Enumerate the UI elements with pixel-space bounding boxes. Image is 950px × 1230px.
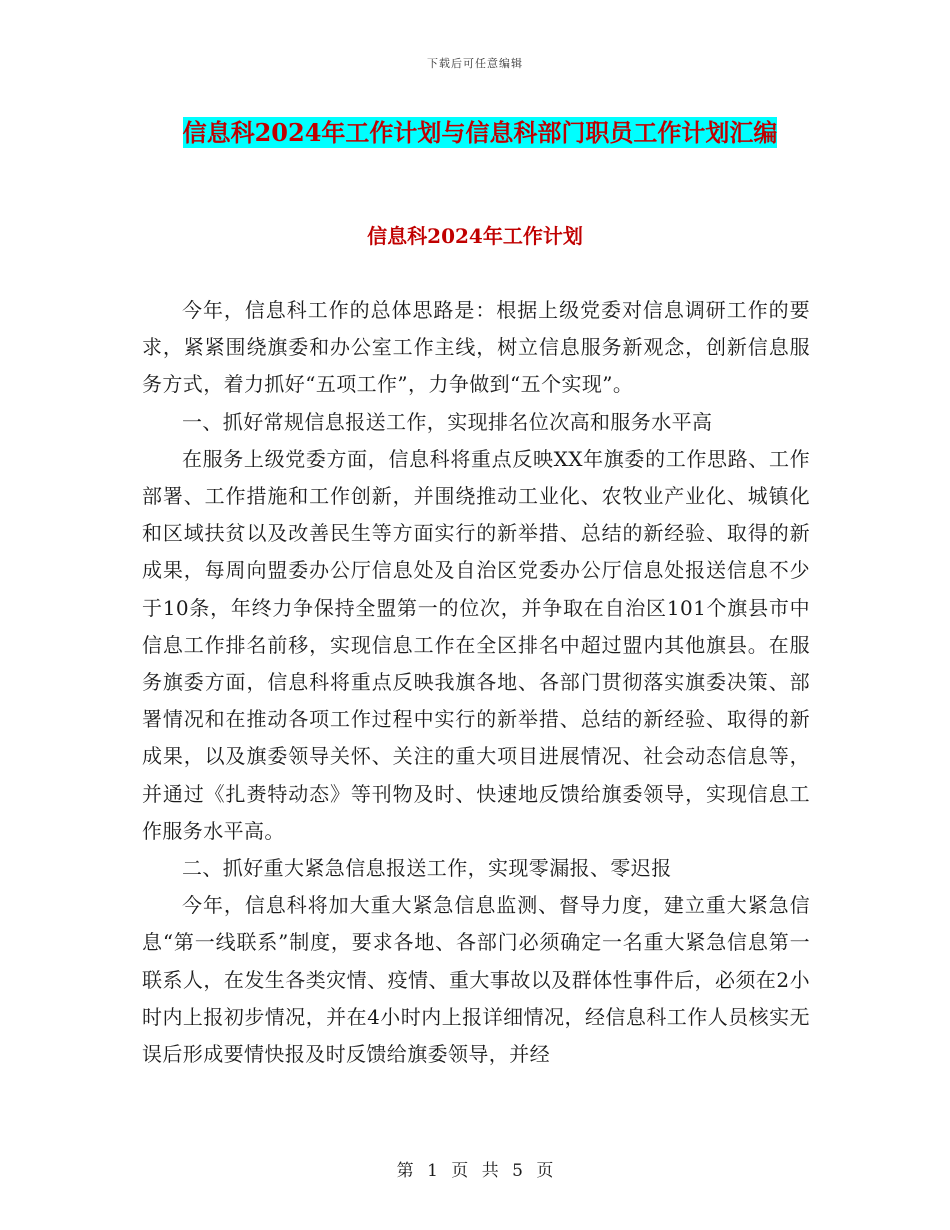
document-title-text: 信息科2024年工作计划与信息科部门职员工作计划汇编 [182,118,778,147]
document-title [140,112,820,154]
page-footer: 第 1 页 共 5 页 [396,1161,554,1181]
heading-item-1: 一、抓好常规信息报送工作，实现排名位次高和服务水平高 [182,409,713,434]
paragraph-item-1: 在服务上级党委方面，信息科将重点反映XX年旗委的工作思路、工作部署、工作措施和工作创新，并围绕推动工业化、农牧业产业化、城镇化和区域扶贫以及改善民生等方面实行的新举措、总结的新经验、取得的新成果，每周向盟委办公厅信息处及自治区党委办公厅信息处报送信息不少于10条，年终力争保持全盟第一的位次，并争取在自治区101个旗县市中信息工作排名前移，实现信息工作在全区排名中超过盟内其他旗县。在服务旗委方面，信息科将重点反映我旗各地、各部门贯彻落实旗委决策、部署情况和在推动各项工作过程中实行的新举措、总结的新经验、取得的新成果，以及旗委领导关怀、关注的重大项目进展情况、社会动态信息等，并通过《扎赉特动态》等刊物及时、快速地反馈给旗委领导，实现信息工作服务水平高。 [142,446,810,843]
document-body [142,292,810,1073]
heading-item-2: 二、抓好重大紧急信息报送工作，实现零漏报、零迟报 [182,856,672,881]
paragraph-intro: 今年，信息科工作的总体思路是：根据上级党委对信息调研工作的要求，紧紧围绕旗委和办公室工作主线，树立信息服务新观念，创新信息服务方式，着力抓好“五项工作”，力争做到“五个实现”。 [142,298,810,397]
paragraph-item-2: 今年，信息科将加大重大紧急信息监测、督导力度，建立重大紧急信息“第一线联系”制度，要求各地、各部门必须确定一名重大紧急信息第一联系人，在发生各类灾情、疫情、重大事故以及群体性事件后，必须在2小时内上报初步情况，并在4小时内上报详细情况，经信息科工作人员核实无误后形成要情快报及时反馈给旗委领导，并经 [142,893,810,1067]
section-title: 信息科2024年工作计划 [367,224,583,248]
page-header-note: 下载后可任意编辑 [427,57,523,70]
